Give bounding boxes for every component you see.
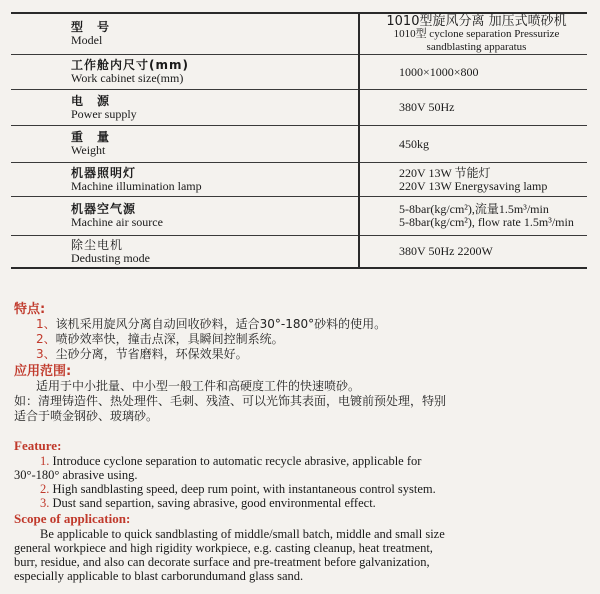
spec-row-cabinet-size — [11, 55, 587, 90]
label-zh: 型 号 — [71, 20, 111, 34]
label-zh: 重 量 — [71, 130, 111, 144]
item-number: 2、 — [36, 332, 56, 346]
spec-row-weight — [11, 126, 587, 163]
label-en: Machine illumination lamp — [71, 178, 202, 193]
paragraph-line: 适用于中小批量、中小型一般工件和高硬度工件的快速喷砂。 — [36, 379, 361, 393]
spec-value — [359, 13, 587, 55]
spec-row-dedusting — [11, 236, 587, 269]
item-number: 3. — [40, 496, 50, 510]
spec-value — [359, 197, 587, 236]
item-text: 30°-180° abrasive using. — [14, 468, 138, 482]
spec-value — [359, 126, 587, 163]
list-item — [14, 317, 590, 332]
label-zh: 工作舱内尺寸(mm) — [71, 58, 189, 72]
value-line: 1000×1000×800 — [399, 64, 479, 79]
list-item — [14, 332, 590, 347]
label-en: Model — [71, 33, 103, 47]
features-en-section — [14, 438, 590, 510]
list-item — [14, 482, 590, 496]
paragraph-line: especially applicable to blast carborundumand glass sand. — [14, 569, 304, 583]
value-line: 220V 13W 节能灯 — [399, 165, 491, 180]
scope-zh-heading: 应用范围: — [14, 364, 72, 379]
spec-label — [11, 197, 359, 236]
paragraph-line: Be applicable to quick sandblasting of middle/small batch, middle and small size — [40, 527, 445, 541]
spec-value — [359, 55, 587, 90]
label-en: Work cabinet size(mm) — [71, 71, 184, 85]
list-item — [14, 468, 590, 482]
label-zh: 机器照明灯 — [71, 165, 137, 180]
spec-row-air-source — [11, 197, 587, 236]
spec-label — [11, 126, 359, 163]
label-en: Dedusting mode — [71, 250, 150, 265]
item-text: High sandblasting speed, deep rum point, with instantaneous control system. — [52, 482, 436, 496]
label-en: Weight — [71, 143, 106, 157]
features-zh-heading: 特点: — [14, 302, 46, 317]
value-line: 220V 13W Energysaving lamp — [399, 178, 548, 193]
item-text: Dust sand separtion, saving abrasive, good environmental effect. — [52, 496, 376, 510]
label-en: Power supply — [71, 106, 137, 121]
value-line: 5-8bar(kg/cm²),流量1.5m³/min — [399, 202, 549, 216]
paragraph-line: 如：清理铸造件、热处理件、毛刺、残渣、可以光饰其表面，电镀前预处理，特别 — [14, 394, 447, 408]
paragraph-line: burr, residue, and also can decorate surface and pre-treatment before galvanization, — [14, 555, 430, 569]
scope-en-heading: Scope of application: — [14, 511, 131, 526]
spec-label — [11, 90, 359, 126]
paragraph-line: 适合于喷金钢砂、玻璃砂。 — [14, 409, 159, 423]
item-text: 喷砂效率快，撞击点深，具瞬间控制系统。 — [55, 332, 284, 346]
spec-label — [11, 236, 359, 269]
spec-row-model — [11, 13, 587, 55]
label-zh: 电 源 — [71, 93, 111, 108]
list-item — [14, 496, 590, 510]
spec-table — [11, 12, 587, 269]
scope-en-section — [14, 511, 590, 583]
spec-label — [11, 163, 359, 197]
item-text: Introduce cyclone separation to automatic recycle abrasive, applicable for — [52, 454, 422, 468]
list-item — [14, 454, 590, 468]
value-line: 380V 50Hz 2200W — [399, 244, 493, 258]
item-text: 该机采用旋风分离自动回收砂料，适合30°-180°砂料的使用。 — [55, 317, 387, 331]
value-line: 5-8bar(kg/cm²), flow rate 1.5m³/min — [399, 215, 574, 229]
item-number: 1、 — [36, 317, 56, 331]
features-zh-section — [14, 298, 590, 362]
scope-zh-section — [14, 360, 590, 424]
item-number: 3、 — [36, 347, 56, 361]
value-line: 1010型 cyclone separation Pressurize sandblasting apparatus — [393, 27, 560, 53]
label-zh: 机器空气源 — [71, 202, 137, 216]
value-line: 1010型旋风分离 加压式喷砂机 — [386, 13, 567, 29]
label-zh: 除尘电机 — [71, 237, 124, 252]
spec-value — [359, 90, 587, 126]
item-number: 2. — [40, 482, 50, 496]
value-line: 380V 50Hz — [399, 100, 455, 114]
paragraph-line: general workpiece and high rigidity workpiece, e.g. casting cleanup, heat treatment, — [14, 541, 433, 555]
spec-row-power — [11, 90, 587, 126]
spec-label — [11, 13, 359, 55]
item-number: 1. — [40, 454, 50, 468]
spec-row-lamp — [11, 163, 587, 197]
spec-label — [11, 55, 359, 90]
spec-value — [359, 163, 587, 197]
features-en-heading: Feature: — [14, 438, 62, 453]
item-text: 尘砂分离，节省磨料，环保效果好。 — [55, 347, 248, 361]
spec-value — [359, 236, 587, 269]
label-en: Machine air source — [71, 215, 163, 229]
value-line: 450kg — [399, 136, 429, 151]
